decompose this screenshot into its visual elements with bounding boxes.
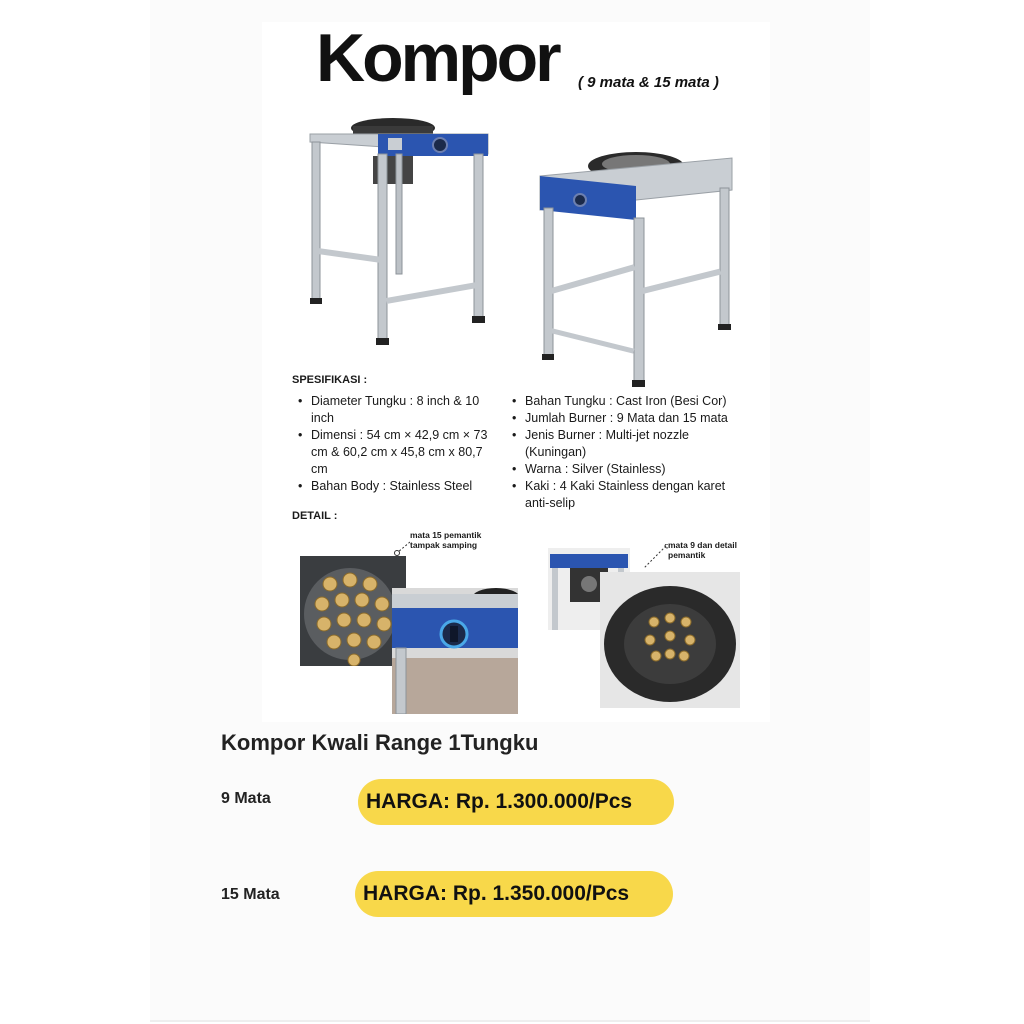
detail-photo-9-nozzles (600, 572, 740, 708)
spec-item: • Bahan Body : Stainless Steel (298, 478, 498, 495)
product-name: Kompor Kwali Range 1Tungku (221, 730, 539, 755)
bottom-divider (150, 1020, 870, 1022)
variant-label-15-mata: 15 Mata (221, 886, 280, 903)
spec-item: • Dimensi : 54 cm × 42,9 cm × 73 cm & 60,2 cm x 45,8 cm x 80,7 cm (298, 427, 498, 478)
callout-pointer-icon (638, 544, 668, 574)
detail-photo-15-nozzles (300, 556, 406, 666)
spec-item: • Jenis Burner : Multi-jet nozzle (Kuningan) (512, 427, 752, 461)
flyer-subtitle: ( 9 mata & 15 mata ) (578, 74, 719, 91)
price-badge-9-mata: HARGA: Rp. 1.300.000/Pcs (358, 779, 674, 825)
detail-heading: DETAIL : (292, 510, 338, 522)
callout-15-mata: mata 15 pemantik tampak samping (410, 530, 482, 550)
detail-photo-control-knob (392, 588, 518, 714)
spec-item: • Jumlah Burner : 9 Mata dan 15 mata (512, 410, 752, 427)
spec-heading: SPESIFIKASI : (292, 374, 368, 386)
stove-photo-15-mata (298, 108, 498, 348)
spec-item: • Warna : Silver (Stainless) (512, 461, 752, 478)
spec-list-right (512, 393, 752, 512)
stove-photo-9-mata (536, 138, 736, 388)
spec-item: • Diameter Tungku : 8 inch & 10 inch (298, 393, 498, 427)
spec-item: • Kaki : 4 Kaki Stainless dengan karet anti-selip (512, 478, 752, 512)
flyer-title: Kompor (316, 20, 559, 96)
price-badge-15-mata: HARGA: Rp. 1.350.000/Pcs (355, 871, 673, 917)
callout-pointer-icon (392, 540, 412, 558)
spec-item: • Bahan Tungku : Cast Iron (Besi Cor) (512, 393, 752, 410)
variant-label-9-mata: 9 Mata (221, 790, 271, 807)
spec-list-left (298, 393, 498, 495)
callout-9-mata: mata 9 dan detail pemantik (668, 540, 737, 560)
